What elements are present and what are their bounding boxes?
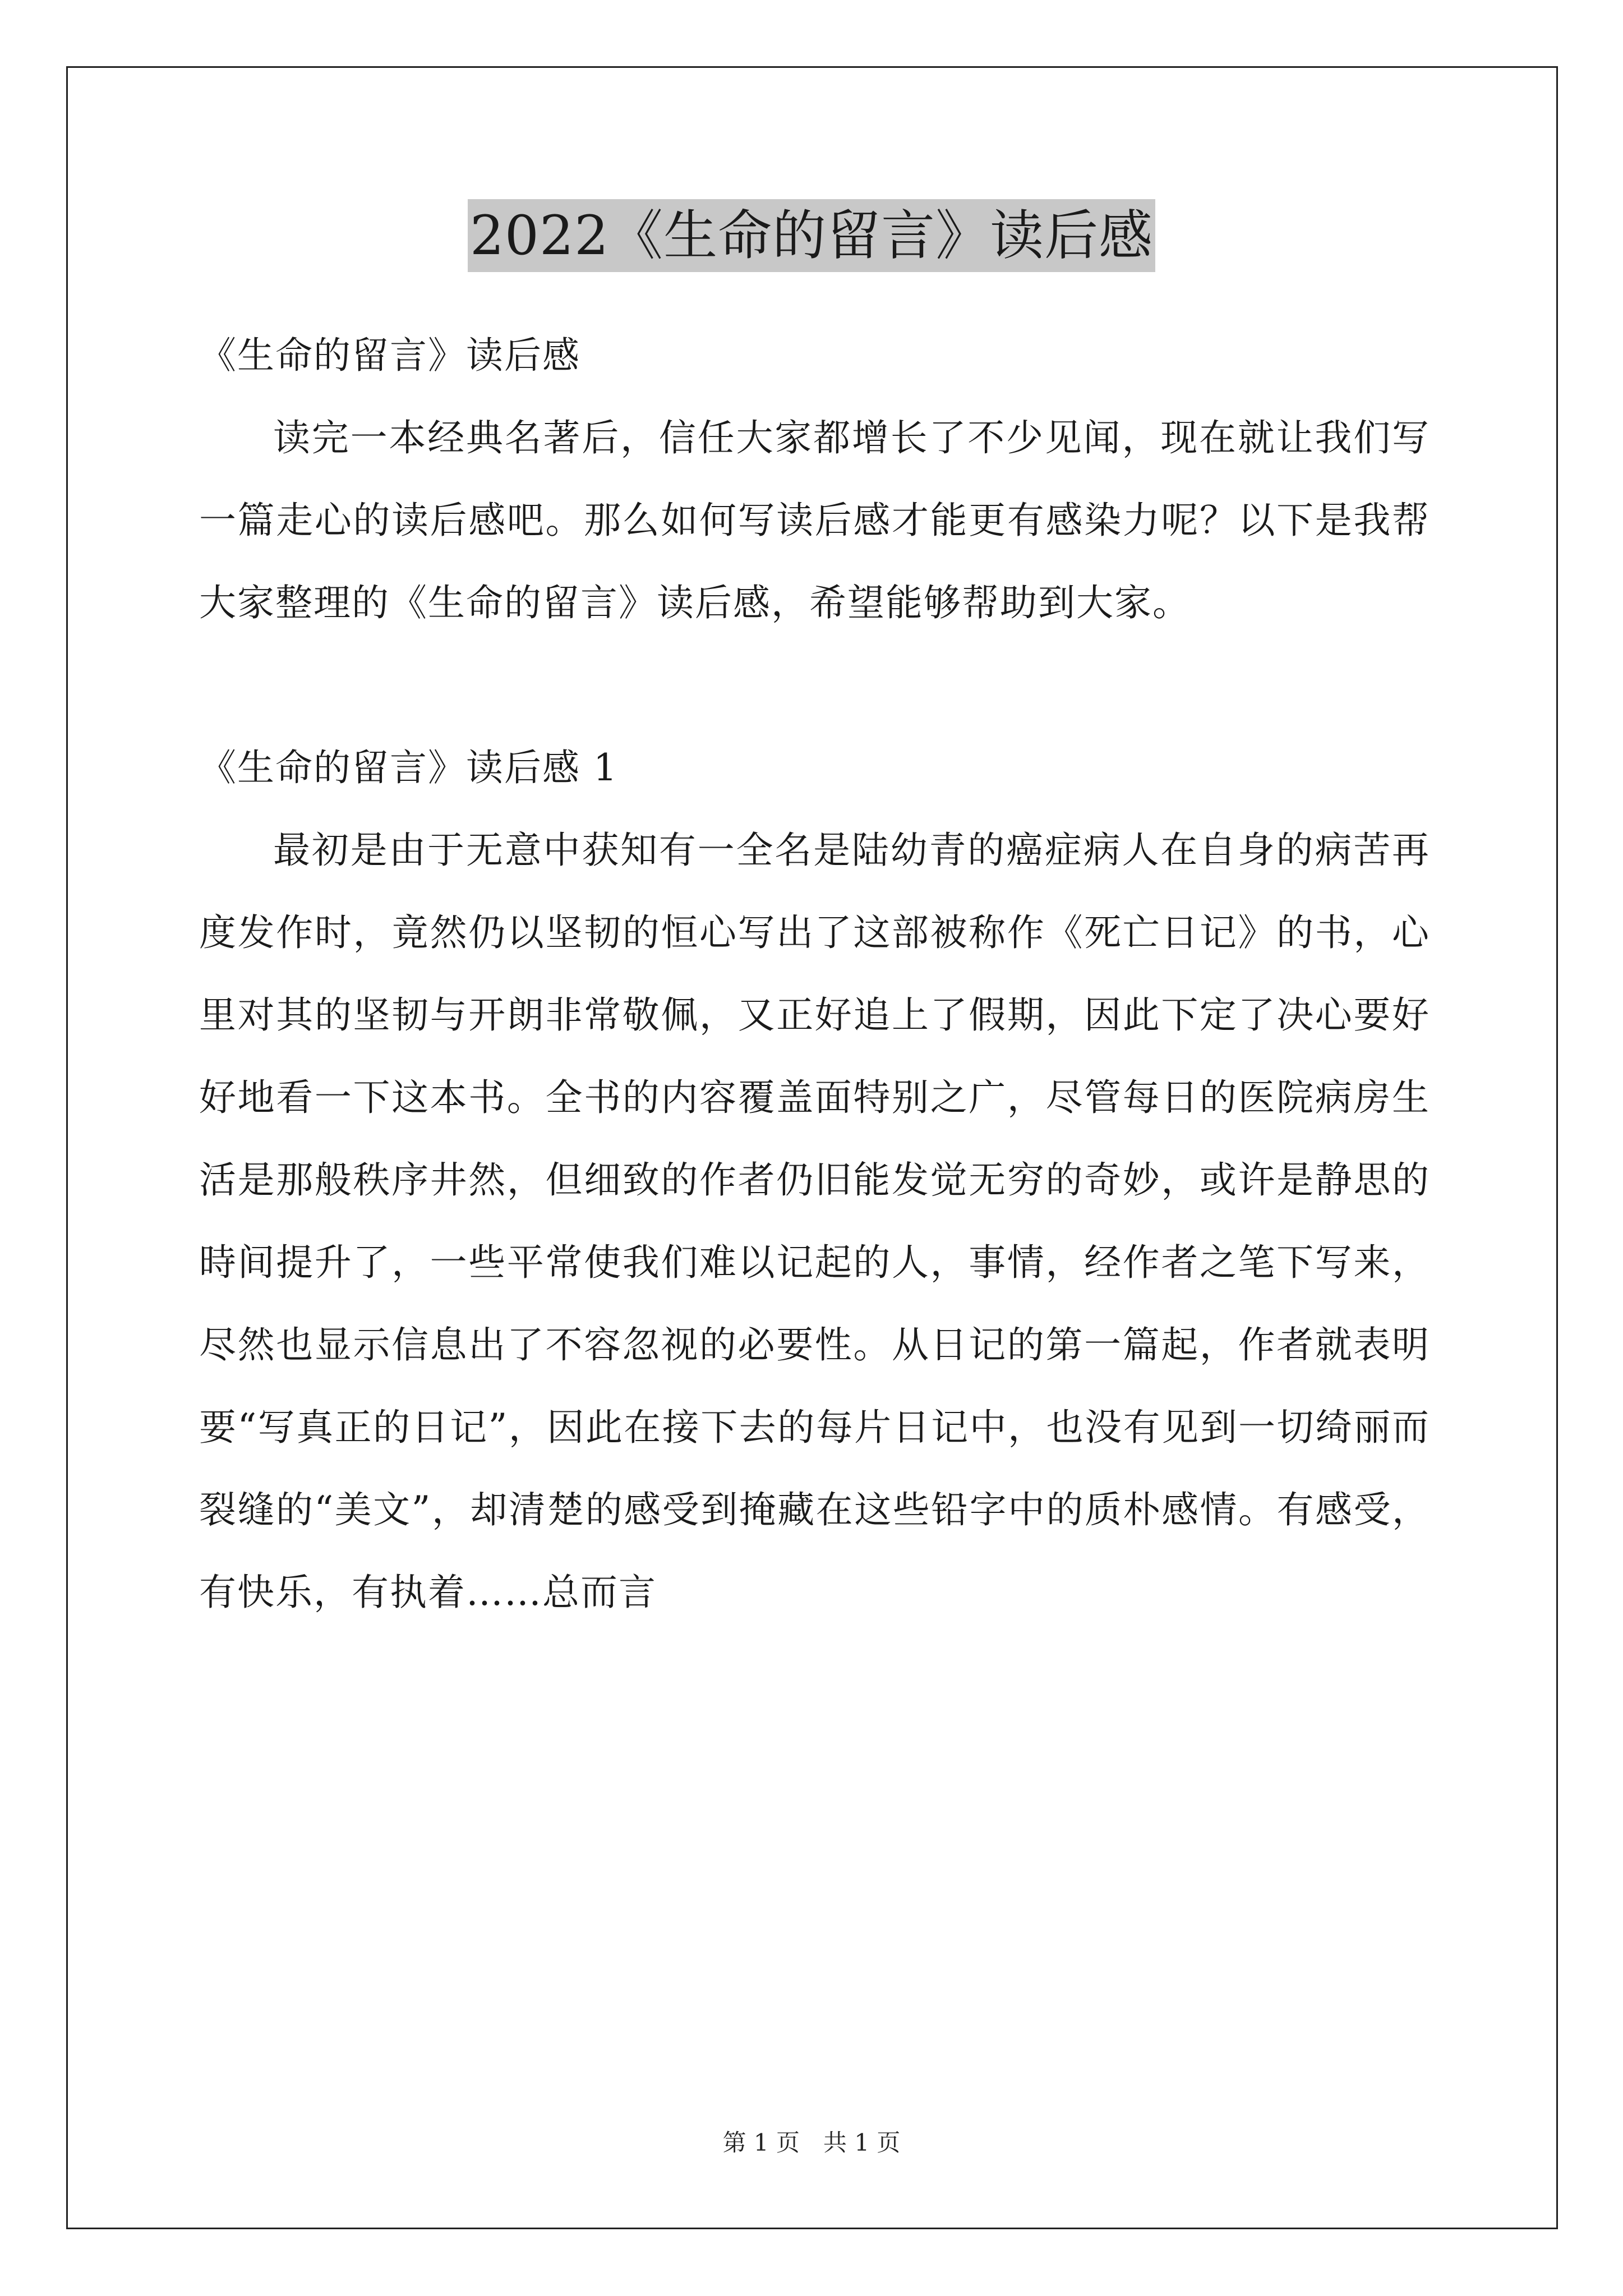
title-container — [0, 199, 1623, 272]
page-footer: 第 1 页 共 1 页 — [722, 2129, 901, 2156]
document-title: 2022《生命的留言》读后感 — [468, 199, 1155, 272]
section-spacer — [199, 644, 1430, 726]
section-paragraph-1: 最初是由于无意中获知有一全名是陆幼青的癌症病人在自身的病苦再度发作时，竟然仍以坚韧的恒心写出了这部被称作《死亡日记》的书，心里对其的坚韧与开朗非常敬佩，又正好追上了假期，因此下定了决心要好好地看一下这本书。全书的内容覆盖面特别之广，尽管每日的医院病房生活是那般秩序井然，但细致的作者仍旧能发觉无穷的奇妙，或许是静思的時间提升了，一些平常使我们难以记起的人，事情，经作者之笔下写来，尽然也显示信息出了不容忽视的必要性。从日记的第一篇起，作者就表明要“写真正的日记”，因此在接下去的每片日记中，也没有见到一切绮丽而裂缝的“美文”，却清楚的感受到掩藏在这些铅字中的质朴感情。有感受，有快乐，有执着……总而言 — [199, 829, 1430, 1614]
intro-paragraph: 读完一本经典名著后，信任大家都增长了不少见闻，现在就让我们写一篇走心的读后感吧。那么如何写读后感才能更有感染力呢？以下是我帮大家整理的《生命的留言》读后感，希望能够帮助到大家。 — [199, 416, 1430, 624]
section-heading-1: 《生命的留言》读后感 1 — [199, 746, 618, 789]
document-body — [199, 314, 1430, 1634]
intro-heading: 《生命的留言》读后感 — [199, 334, 580, 377]
